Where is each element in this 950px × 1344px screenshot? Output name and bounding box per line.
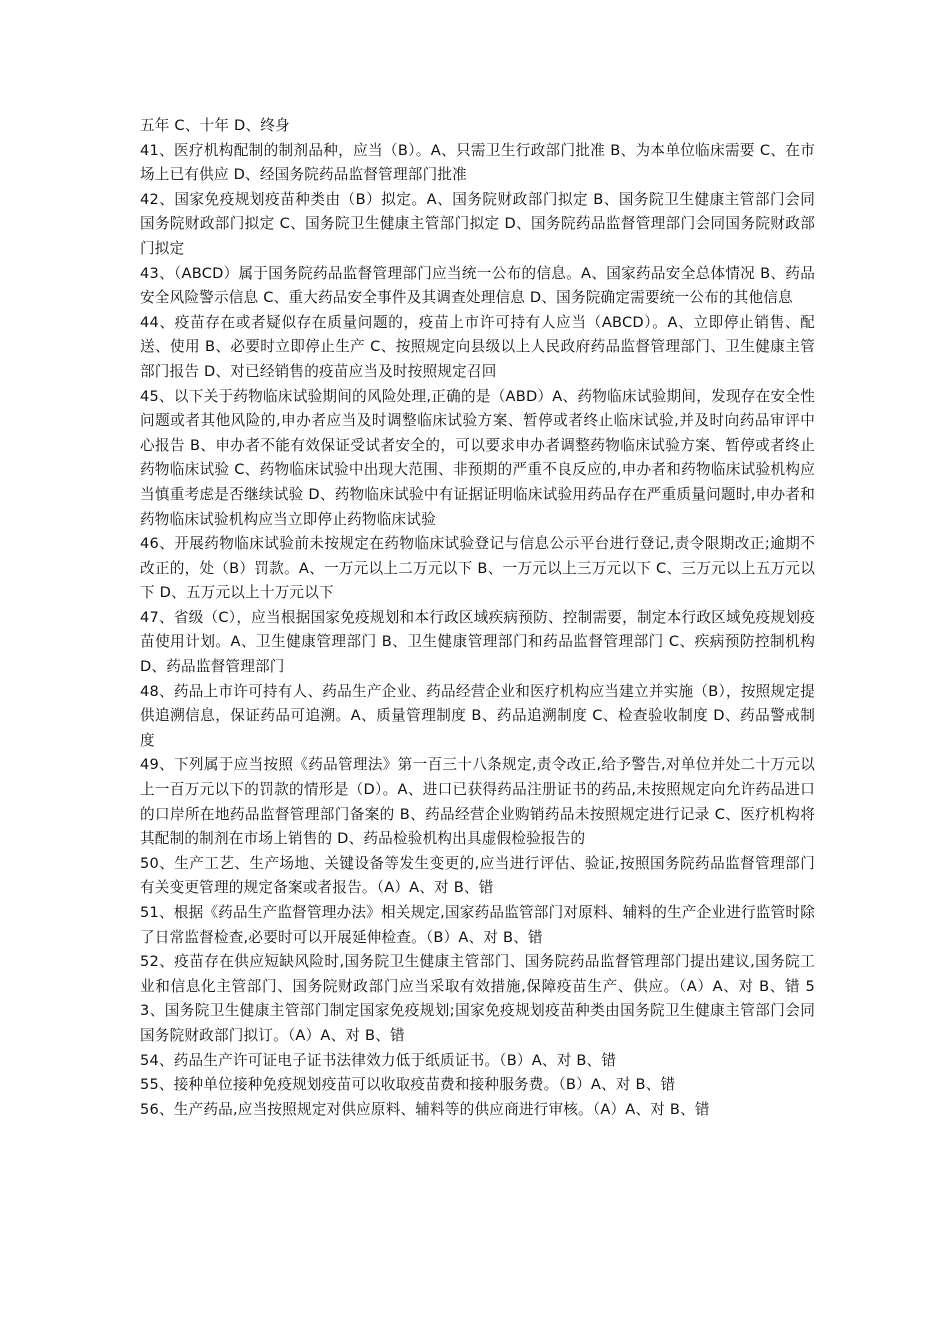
question-45: 45、以下关于药物临床试验期间的风险处理,正确的是（ABD）A、药物临床试验期间，发现存在安全性问题或者其他风险的,申办者应当及时调整临床试验方案、暂停或者终止临床试验,并及时向药品审评中心报告 B、申办者不能有效保证受试者安全的，可以要求申办者调整药物临床试验方案、暂停或者终止药物临床试验 C、药物临床试验中出现大范围、非预期的严重不良反应的,申办者和药物临床试验机构应当慎重考虑是否继续试验 D、药物临床试验中有证据证明临床试验用药品存在严重质量问题时,申办者和药物临床试验机构应当立即停止药物临床试验 — [140, 387, 815, 528]
question-50: 50、生产工艺、生产场地、关键设备等发生变更的,应当进行评估、验证,按照国务院药品监督管理部门有关变更管理的规定备案或者报告。（A）A、对 B、错 — [140, 854, 815, 897]
question-55: 55、接种单位接种免疫规划疫苗可以收取疫苗费和接种服务费。（B）A、对 B、错 — [140, 1076, 676, 1094]
question-48: 48、药品上市许可持有人、药品生产企业、药品经营企业和医疗机构应当建立并实施（B），按照规定提供追溯信息，保证药品可追溯。A、质量管理制度 B、药品追溯制度 C、检查验收制度 D、药品警戒制度 — [140, 682, 815, 749]
question-51: 51、根据《药品生产监督管理办法》相关规定,国家药品监管部门对原料、辅料的生产企业进行监管时除了日常监督检查,必要时可以开展延伸检查。（B）A、对 B、错 — [140, 904, 815, 946]
document-body — [140, 114, 815, 1122]
question-49: 49、下列属于应当按照《药品管理法》第一百三十八条规定,责令改正,给予警告,对单位并处二十万元以上一百万元以下的罚款的情形是（D）。A、进口已获得药品注册证书的药品,未按照规定向允许药品进口的口岸所在地药品监督管理部门备案的 B、药品经营企业购销药品未按照规定进行记录 C、医疗机构将其配制的制剂在市场上销售的 D、药品检验机构出具虚假检验报告的 — [140, 756, 815, 848]
question-47: 47、省级（C），应当根据国家免疫规划和本行政区域疾病预防、控制需要，制定本行政区域免疫规划疫苗使用计划。A、卫生健康管理部门 B、卫生健康管理部门和药品监督管理部门 C、疾病预防控制机构 D、药品监督管理部门 — [140, 608, 815, 676]
paragraph: 五年 C、十年 D、终身 — [140, 117, 290, 134]
question-44: 44、疫苗存在或者疑似存在质量问题的，疫苗上市许可持有人应当（ABCD）。A、立即停止销售、配送、使用 B、必要时立即停止生产 C、按照规定向县级以上人民政府药品监督管理部门、卫生健康主管部门报告 D、对已经销售的疫苗应当及时按照规定召回 — [140, 313, 815, 380]
question-41: 41、医疗机构配制的制剂品种，应当（B）。A、只需卫生行政部门批准 B、为本单位临床需要 C、在市场上已有供应 D、经国务院药品监督管理部门批准 — [140, 141, 815, 184]
question-54: 54、药品生产许可证电子证书法律效力低于纸质证书。（B）A、对 B、错 — [140, 1051, 617, 1069]
question-56: 56、生产药品,应当按照规定对供应原料、辅料等的供应商进行审核。（A）A、对 B、错 — [140, 1100, 710, 1118]
question-46: 46、开展药物临床试验前未按规定在药物临床试验登记与信息公示平台进行登记,责令限期改正;逾期不改正的，处（B）罚款。A、一万元以上二万元以下 B、一万元以上三万元以下 C、三万元以上五万元以下 D、五万元以上十万元以下 — [140, 535, 815, 602]
question-52-53: 52、疫苗存在供应短缺风险时,国务院卫生健康主管部门、国务院药品监督管理部门提出建议,国务院工业和信息化主管部门、国务院财政部门应当采取有效措施,保障疫苗生产、供应。（A）A、对 B、错 53、国务院卫生健康主管部门制定国家免疫规划;国家免疫规划疫苗种类由国务院卫生健康主管部门会同国务院财政部门拟订。（A）A、对 B、错 — [140, 953, 815, 1044]
question-43: 43、（ABCD）属于国务院药品监督管理部门应当统一公布的信息。A、国家药品安全总体情况 B、药品安全风险警示信息 C、重大药品安全事件及其调查处理信息 D、国务院确定需要统一公布的其他信息 — [140, 264, 815, 307]
question-42: 42、国家免疫规划疫苗种类由（B）拟定。A、国务院财政部门拟定 B、国务院卫生健康主管部门会同国务院财政部门拟定 C、国务院卫生健康主管部门拟定 D、国务院药品监督管理部门会同国务院财政部门拟定 — [140, 190, 815, 257]
